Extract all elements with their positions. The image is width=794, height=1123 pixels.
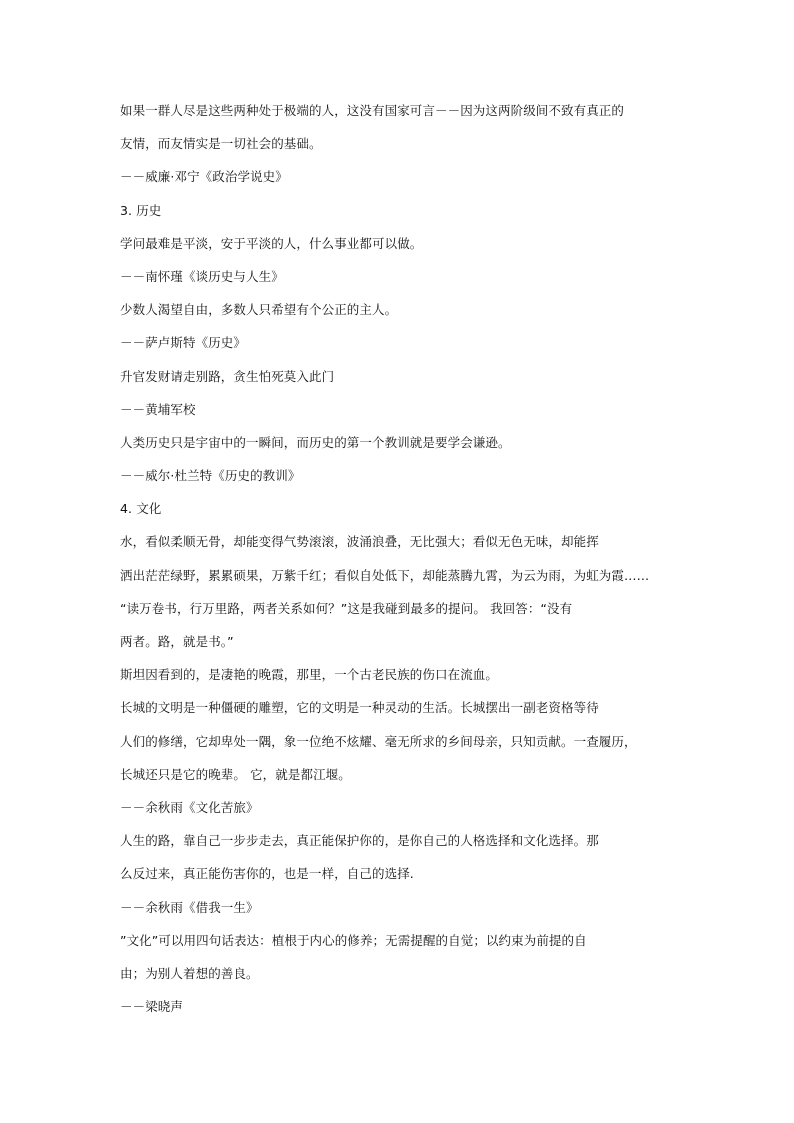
section-heading: 4. 文化 <box>120 501 162 517</box>
body-line: 升官发财请走别路，贪生怕死莫入此门 <box>120 368 335 384</box>
quote-attribution: －－梁晓声 <box>120 999 184 1015</box>
section-heading: 3. 历史 <box>120 202 162 218</box>
body-line: 少数人渴望自由，多数人只希望有个公正的主人。 <box>120 302 398 318</box>
body-line: 两者。路，就是书。” <box>120 634 234 649</box>
body-line: 友情，而友情实是一切社会的基础。 <box>120 136 322 152</box>
quote-attribution: －－余秋雨《借我一生》 <box>120 899 259 915</box>
document-body <box>120 94 680 1023</box>
quote-attribution: －－威尔·杜兰特《历史的教训》 <box>120 468 301 484</box>
body-line: 么反过来，真正能伤害你的，也是一样，自己的选择. <box>120 866 414 882</box>
body-line: 水，看似柔顺无骨，却能变得气势滚滚，波涌浪叠，无比强大；看似无色无味，却能挥 <box>120 534 599 550</box>
body-line: 洒出茫茫绿野，累累硕果，万紫千红；看似自处低下，却能蒸腾九霄，为云为雨，为虹为霞…… <box>120 567 650 583</box>
body-line: 人们的修缮，它却卑处一隅，象一位绝不炫耀、毫无所求的乡间母亲，只知贡献。一查履历， <box>120 733 637 749</box>
body-line: 如果一群人尽是这些两种处于极端的人，这没有国家可言－－因为这两阶级间不致有真正的 <box>120 103 625 118</box>
body-line: 人类历史只是宇宙中的一瞬间，而历史的第一个教训就是要学会谦逊。 <box>120 434 511 450</box>
body-line: 学问最难是平淡，安于平淡的人，什么事业都可以做。 <box>120 235 423 251</box>
quote-attribution: －－余秋雨《文化苦旅》 <box>120 799 259 815</box>
body-line: ”文化”可以用四句话表达：植根于内心的修养；无需提醒的自觉；以约束为前提的自 <box>120 932 587 948</box>
body-line: 斯坦因看到的，是凄艳的晚霞，那里，一个古老民族的伤口在流血。 <box>120 667 499 683</box>
body-line: 人生的路，靠自己一步步走去，真正能保护你的，是你自己的人格选择和文化选择。那 <box>120 833 599 849</box>
body-line: 由；为别人着想的善良。 <box>120 965 259 981</box>
body-line: “读万卷书，行万里路，两者关系如何？”这是我碰到最多的提问。 我回答：“没有 <box>120 600 573 616</box>
quote-attribution: －－南怀瑾《谈历史与人生》 <box>120 268 284 284</box>
body-line: 长城的文明是一种僵硬的雕塑，它的文明是一种灵动的生活。长城摆出一副老资格等待 <box>120 700 599 716</box>
quote-attribution: －－萨卢斯特《历史》 <box>120 335 247 351</box>
body-line: 长城还只是它的晚辈。 它，就是都江堰。 <box>120 766 351 782</box>
quote-attribution: －－黄埔军校 <box>120 401 196 417</box>
quote-attribution: －－威廉·邓宁《政治学说史》 <box>120 169 288 185</box>
